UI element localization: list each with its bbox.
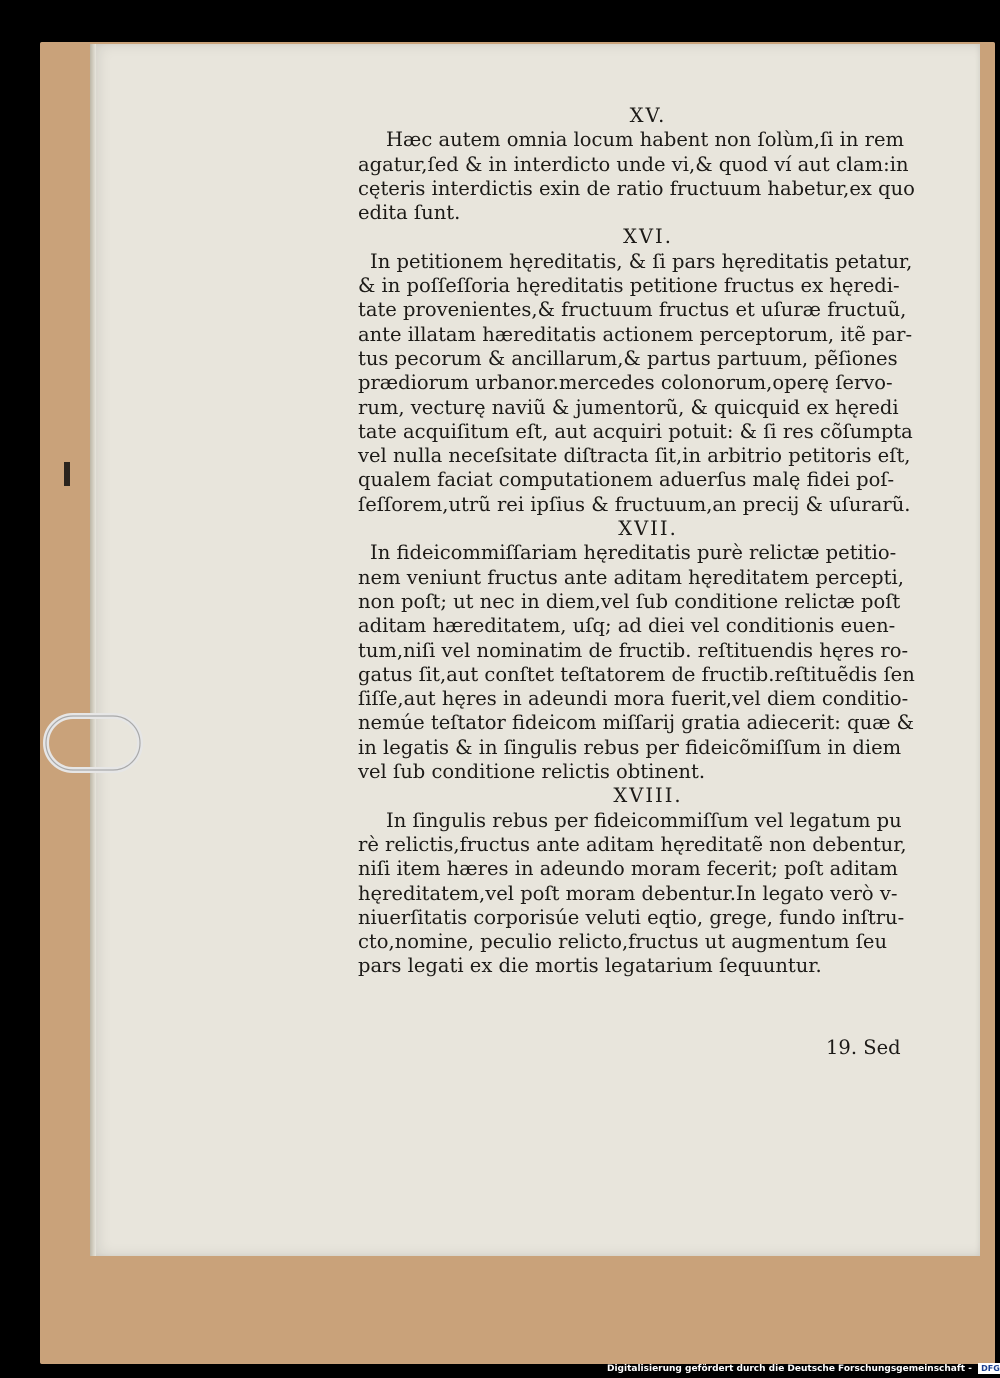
text-line: cto,nomine, peculio relicto,fructus ut augmentum ſeu: [358, 930, 888, 954]
page-text: [358, 104, 918, 979]
text-line: hęreditatem,vel poſt moram debentur.In legato verò v-: [358, 881, 898, 905]
text-line: prædiorum urbanor.mercedes colonorum,operę ſervo-: [358, 371, 893, 395]
text-line: In fideicommiſſariam hęreditatis purè relictæ petitio-: [370, 541, 897, 565]
text-line: ſiſſe,aut hęres in adeundi mora fuerit,vel diem conditio-: [358, 687, 909, 711]
text-line: tus pecorum & ancillarum,& partus partuum, pẽſiones: [358, 346, 898, 370]
footer-text: Digitalisierung gefördert durch die Deutsche Forschungsgemeinschaft -: [607, 1364, 972, 1374]
text-line: rè relictis,fructus ante aditam hęreditatẽ non debentur,: [358, 832, 907, 856]
text-line: & in poſſeſſoria hęreditatis petitione fructus ex hęredi-: [358, 274, 900, 298]
text-line: cęteris interdictis exin de ratio fructuum habetur,ex quo: [358, 176, 915, 200]
page-gutter: [90, 44, 96, 1256]
catchword: 19. Sed: [826, 1036, 901, 1059]
footer-credit: [607, 1363, 1000, 1374]
text-line: vel ſub conditione relictis obtinent.: [358, 760, 706, 784]
text-line: nem veniunt fructus ante aditam hęreditatem percepti,: [358, 565, 904, 589]
spine-mark: [62, 460, 72, 488]
text-line: tate acquiſitum eſt, aut acquiri potuit: & ſi res cõſumpta: [358, 419, 913, 443]
section-heading: XVI.: [623, 225, 673, 249]
text-line: non poſt; ut nec in diem,vel ſub conditione relictæ poſt: [358, 589, 901, 613]
text-line: ſeſſorem,utrũ rei ipſius & fructuum,an precij & uſurarũ.: [358, 492, 911, 516]
text-line: agatur,ſed & in interdicto unde vi,& quod ví aut clam:in: [358, 152, 909, 176]
section-heading: XVII.: [618, 517, 678, 541]
text-line: Hæc autem omnia locum habent non ſolùm,ſi in rem: [386, 128, 904, 152]
text-line: aditam hæreditatem, uſq; ad diei vel conditionis euen-: [358, 614, 896, 638]
section-heading: XV.: [629, 104, 667, 127]
text-line: tum,niſi vel nominatim de fructib. reſtituendis hęres ro-: [358, 638, 909, 662]
text-line: gatus ſit,aut conſtet teſtatorem de fructib.reſtituẽdis ſen: [358, 662, 915, 686]
text-line: tate provenientes,& fructuum fructus et uſuræ fructuũ,: [358, 298, 907, 322]
text-line: pars legati ex die mortis legatarium ſequuntur.: [358, 954, 822, 978]
text-line: rum, vecturę naviũ & jumentorũ, & quicquid ex hęredi: [358, 395, 899, 419]
text-line: vel nulla neceſsitate diſtracta ſit,in arbitrio petitoris eſt,: [358, 444, 911, 468]
text-line: nemúe teſtator fideicom miſſarij gratia adiecerit: quæ &: [358, 711, 915, 735]
text-line: qualem faciat computationem aduerſus malę fidei poſ-: [358, 468, 895, 492]
text-line: In ſingulis rebus per fideicommiſſum vel legatum pu: [386, 808, 902, 832]
text-line: niuerſitatis corporisúe veluti eqtio, grege, fundo inſtru-: [358, 905, 905, 929]
text-line: niſi item hæres in adeundo moram fecerit; poſt aditam: [358, 857, 898, 881]
text-line: In petitionem hęreditatis, & ſi pars hęreditatis petatur,: [370, 249, 913, 273]
dfg-logo: DFG: [978, 1363, 1000, 1374]
paper-clip-icon: [40, 708, 146, 778]
text-line: in legatis & in ſingulis rebus per fideicõmiſſum in diem: [358, 735, 902, 759]
text-line: ante illatam hæreditatis actionem perceptorum, itẽ par-: [358, 322, 913, 346]
text-line: edita ſunt.: [358, 201, 461, 225]
section-heading: XVIII.: [613, 784, 683, 808]
